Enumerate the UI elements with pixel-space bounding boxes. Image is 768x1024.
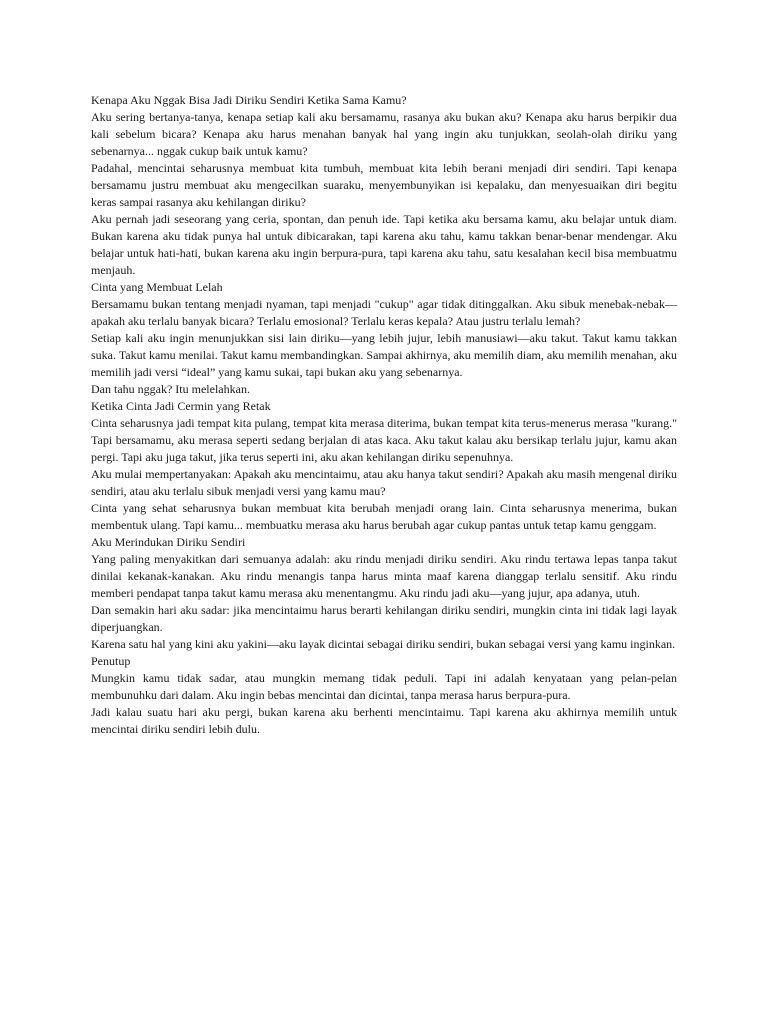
paragraph: Karena satu hal yang kini aku yakini—aku layak dicintai sebagai diriku sendiri, bukan sebagai versi yang kamu inginkan. bbox=[91, 637, 676, 651]
section-heading: Penutup bbox=[91, 654, 131, 668]
paragraph: Jadi kalau suatu hari aku pergi, bukan karena aku berhenti mencintaimu. Tapi karena aku akhirnya memilih untuk mencintai diriku sendiri lebih dulu. bbox=[91, 705, 677, 736]
paragraph: Padahal, mencintai seharusnya membuat kita tumbuh, membuat kita lebih berani menjadi diri sendiri. Tapi kenapa bersamamu justru membuat aku mengecilkan suaraku, menyembunyikan isi kepalaku, dan menyesuaikan diri begitu keras sampai rasanya aku kehilangan diriku? bbox=[91, 161, 677, 209]
paragraph: Aku pernah jadi seseorang yang ceria, spontan, dan penuh ide. Tapi ketika aku bersama kamu, aku belajar untuk diam. Bukan karena aku tidak punya hal untuk dibicarakan, tapi karena aku tahu, kamu takkan benar-benar mendengar. Aku belajar untuk hati-hati, bukan karena aku ingin berpura-pura, tapi karena aku tahu, satu kesalahan kecil bisa membuatmu menjauh. bbox=[91, 212, 677, 277]
title-heading: Kenapa Aku Nggak Bisa Jadi Diriku Sendiri Ketika Sama Kamu? bbox=[91, 93, 407, 107]
section-heading: Cinta yang Membuat Lelah bbox=[91, 280, 223, 294]
paragraph: Bersamamu bukan tentang menjadi nyaman, tapi menjadi "cukup" agar tidak ditinggalkan. Aku sibuk menebak-nebak—apakah aku terlalu banyak bicara? Terlalu emosional? Terlalu keras kepala? Atau justru terlalu lemah? bbox=[91, 297, 677, 328]
paragraph: Setiap kali aku ingin menunjukkan sisi lain diriku—yang lebih jujur, lebih manusiawi—aku takut. Takut kamu takkan suka. Takut kamu menilai. Takut kamu membandingkan. Sampai akhirnya, aku memilih diam, aku memilih menahan, aku memilih jadi versi “ideal” yang kamu sukai, tapi bukan aku yang sebenarnya. bbox=[91, 331, 677, 379]
paragraph: Yang paling menyakitkan dari semuanya adalah: aku rindu menjadi diriku sendiri. Aku rindu tertawa lepas tanpa takut dinilai kekanak-kanakan. Aku rindu menangis tanpa harus minta maaf karena dianggap terlalu sensitif. Aku rindu memberi pendapat tanpa takut kamu merasa aku menentangmu. Aku rindu jadi aku—yang jujur, apa adanya, utuh. bbox=[91, 552, 677, 600]
paragraph: Mungkin kamu tidak sadar, atau mungkin memang tidak peduli. Tapi ini adalah kenyataan yang pelan-pelan membunuhku dari dalam. Aku ingin bebas mencintai dan dicintai, tanpa merasa harus berpura-pura. bbox=[91, 671, 677, 702]
paragraph: Dan semakin hari aku sadar: jika mencintaimu harus berarti kehilangan diriku sendiri, mungkin cinta ini tidak lagi layak diperjuangkan. bbox=[91, 603, 677, 634]
paragraph: Aku mulai mempertanyakan: Apakah aku mencintaimu, atau aku hanya takut sendiri? Apakah aku masih mengenal diriku sendiri, atau aku terlalu sibuk menjadi versi yang kamu mau? bbox=[91, 467, 677, 498]
section-heading: Ketika Cinta Jadi Cermin yang Retak bbox=[91, 399, 271, 413]
section-heading: Aku Merindukan Diriku Sendiri bbox=[91, 535, 246, 549]
paragraph: Cinta seharusnya jadi tempat kita pulang, tempat kita merasa diterima, bukan tempat kita terus-menerus merasa "kurang." Tapi bersamamu, aku merasa seperti sedang berjalan di atas kaca. Aku takut kalau aku bersikap terlalu jujur, kamu akan pergi. Tapi aku juga takut, jika terus seperti ini, aku akan kehilangan diriku sepenuhnya. bbox=[91, 416, 677, 464]
paragraph: Aku sering bertanya-tanya, kenapa setiap kali aku bersamamu, rasanya aku bukan aku? Kenapa aku harus berpikir dua kali sebelum bicara? Kenapa aku harus menahan banyak hal yang ingin aku tunjukkan, seolah-olah diriku yang sebenarnya... nggak cukup baik untuk kamu? bbox=[91, 110, 677, 158]
paragraph: Dan tahu nggak? Itu melelahkan. bbox=[91, 382, 250, 396]
paragraph: Cinta yang sehat seharusnya bukan membuat kita berubah menjadi orang lain. Cinta seharusnya menerima, bukan membentuk ulang. Tapi kamu... membuatku merasa aku harus berubah agar cukup pantas untuk tetap kamu genggam. bbox=[91, 501, 677, 532]
document-page bbox=[91, 92, 677, 738]
